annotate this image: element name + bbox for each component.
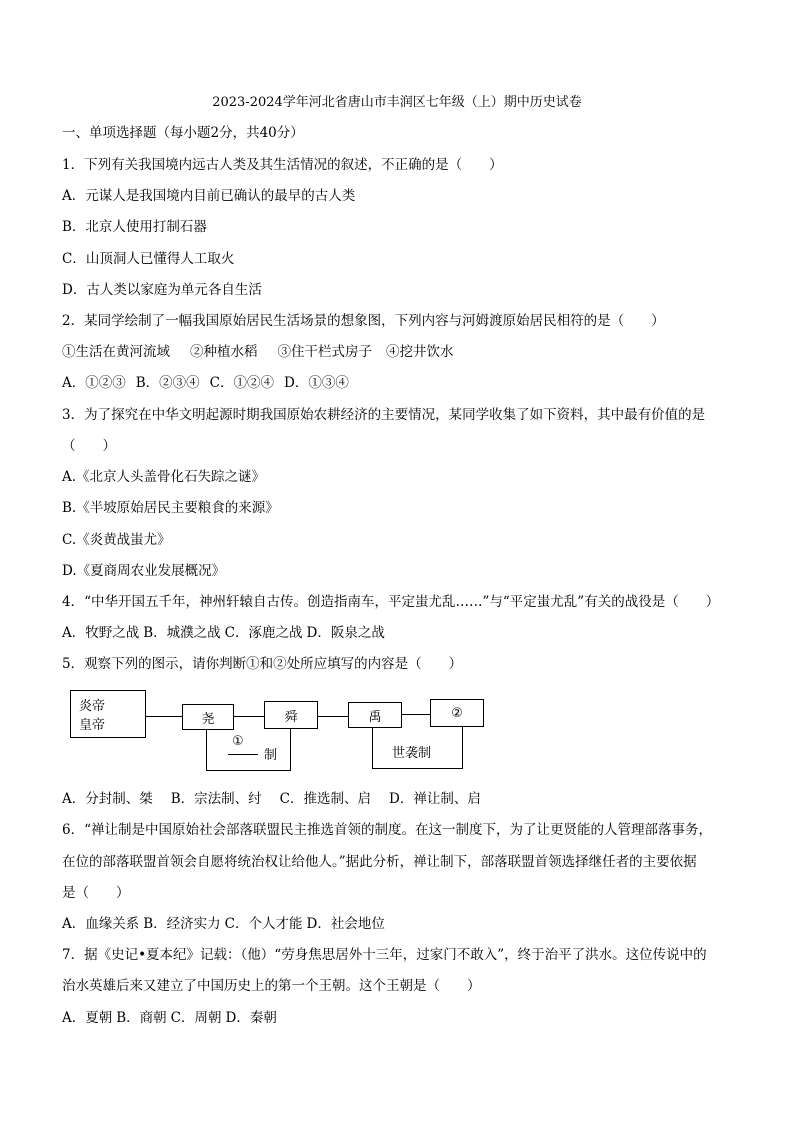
- diagram-box-shun: 舜: [264, 701, 318, 729]
- q2-items: [62, 343, 742, 361]
- q4-stem: 4．“中华开国五千年，神州轩辕自古传。创造指南车，平定蚩尤乱……”与“平定蚩尤乱”有关的战役是（ ）: [62, 594, 720, 610]
- q3-option-a: A.《北京人头盖骨化石失踪之谜》: [62, 469, 266, 485]
- q3-stem: 3．为了探究在中华文明起源时期我国原始农耕经济的主要情况，某同学收集了如下资料，其中最有价值的是: [62, 407, 706, 423]
- q2-options: [62, 374, 742, 392]
- q4-option: C．涿鹿之战: [224, 625, 303, 641]
- q5-option: C．推选制、启: [279, 791, 372, 807]
- q7-option: A．夏朝: [62, 1010, 113, 1026]
- bracket-line: [372, 768, 463, 769]
- q2-stem: 2．某同学绘制了一幅我国原始居民生活场景的想象图，下列内容与河姆渡原始居民相符的是（ ）: [62, 313, 665, 329]
- diagram-box-emperors: [70, 690, 146, 738]
- succession-diagram: [70, 690, 490, 772]
- q6-stem-cont: 在位的部落联盟首领会自愿将统治权让给他人。”据此分析，禅让制下，部落联盟首领选择继任者的主要依据: [62, 854, 697, 870]
- q1-option-a: A．元谋人是我国境内目前已确认的最早的古人类: [62, 188, 356, 204]
- q4-option: B．城濮之战: [143, 625, 221, 641]
- q2-item: ①生活在黄河流域: [62, 344, 170, 360]
- blank-underline: [228, 754, 258, 755]
- q7-stem: 7．据《史记•夏本纪》记载：（他）“劳身焦思居外十三年，过家门不敢入”，终于治平了洪水。这位传说中的: [62, 947, 707, 963]
- connector-line: [318, 716, 348, 717]
- q2-option: B．②③④: [135, 375, 200, 391]
- q6-stem-end: 是（ ）: [62, 885, 130, 901]
- diagram-label-huangdi: 皇帝: [79, 718, 106, 733]
- q5-options: [62, 790, 742, 808]
- q4-option: A．牧野之战: [62, 625, 140, 641]
- q6-stem: 6．“禅让制是中国原始社会部落联盟民主推选首领的制度。在这一制度下，为了让更贤能的人管理部落事务，: [62, 822, 712, 838]
- connector-line: [234, 716, 264, 717]
- q7-option: D．秦朝: [225, 1010, 277, 1026]
- section-heading: 一、单项选择题（每小题2分，共40分）: [62, 125, 304, 141]
- q6-option: D．社会地位: [306, 916, 385, 932]
- q1-stem: 1．下列有关我国境内远古人类及其生活情况的叙述，不正确的是（ ）: [62, 157, 503, 173]
- bracket-line: [206, 730, 207, 770]
- q6-options: [62, 915, 742, 933]
- q6-option: B．经济实力: [143, 916, 221, 932]
- q7-option: C．周朝: [170, 1010, 222, 1026]
- q2-item: ④挖井饮水: [386, 344, 454, 360]
- connector-line: [146, 716, 182, 717]
- q2-option: A．①②③: [62, 375, 126, 391]
- diagram-box-blank-2: ②: [430, 699, 484, 727]
- diagram-box-yu: 禹: [348, 702, 402, 728]
- bracket-line: [290, 729, 291, 770]
- q7-option: B．商朝: [116, 1010, 167, 1026]
- q5-option: B．宗法制、纣: [170, 791, 262, 807]
- bracket-line: [206, 770, 291, 771]
- q4-options: [62, 624, 742, 642]
- q5-option: A．分封制、桀: [62, 791, 153, 807]
- q5-option: D．禅让制、启: [389, 791, 481, 807]
- exam-title: 2023-2024学年河北省唐山市丰润区七年级（上）期中历史试卷: [212, 95, 582, 110]
- q2-item: ③住干栏式房子: [277, 344, 372, 360]
- q1-option-d: D．古人类以家庭为单元各自生活: [62, 282, 262, 298]
- q5-stem: 5．观察下列的图示，请你判断①和②处所应填写的内容是（ ）: [62, 656, 463, 672]
- q6-option: C．个人才能: [224, 916, 303, 932]
- bracket-line: [372, 728, 373, 768]
- q3-option-d: D.《夏商周农业发展概况》: [62, 563, 226, 579]
- bracket-line: [462, 727, 463, 768]
- diagram-blank-1: ①: [232, 734, 244, 749]
- q3-stem-cont: （ ）: [62, 438, 116, 454]
- diagram-label-zhi: 制: [264, 748, 278, 763]
- connector-line: [402, 714, 430, 715]
- q4-option: D．阪泉之战: [306, 625, 385, 641]
- q7-stem-cont: 治水英雄后来又建立了中国历史上的第一个王朝。这个王朝是（ ）: [62, 978, 481, 994]
- q2-option: D．①③④: [284, 375, 349, 391]
- q6-option: A．血缘关系: [62, 916, 140, 932]
- q2-option: C．①②④: [209, 375, 275, 391]
- q3-option-b: B.《半坡原始居民主要粮食的来源》: [62, 500, 279, 516]
- q2-item: ②种植水稻: [190, 344, 258, 360]
- diagram-box-yao: 尧: [182, 704, 234, 730]
- diagram-label-hereditary: 世袭制: [392, 746, 432, 761]
- q3-option-c: C.《炎黄战蚩尤》: [62, 532, 171, 548]
- q1-option-b: B．北京人使用打制石器: [62, 219, 207, 235]
- q7-options: [62, 1009, 742, 1027]
- q1-option-c: C．山顶洞人已懂得人工取火: [62, 251, 235, 267]
- diagram-label-yandi: 炎帝: [79, 699, 106, 714]
